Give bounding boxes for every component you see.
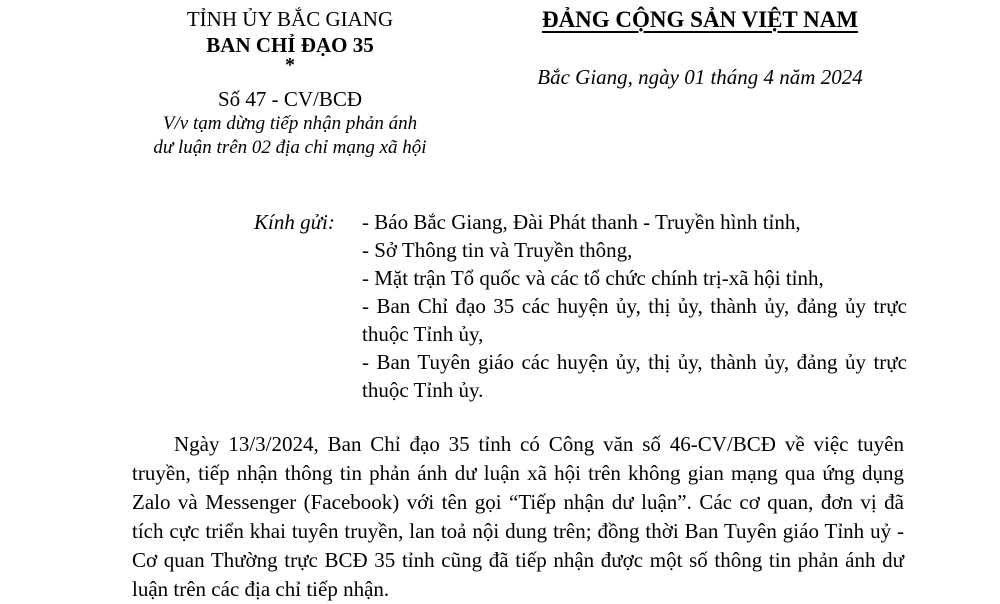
- party-name-heading: ĐẢNG CỘNG SẢN VIỆT NAM: [541, 7, 859, 32]
- recipients-label: Kính gửi:: [254, 210, 335, 234]
- body-paragraph: Ngày 13/3/2024, Ban Chỉ đạo 35 tỉnh có Công văn số 46-CV/BCĐ về việc tuyên truyền, tiếp nhận thông tin phản ánh dư luận xã hội trên không gian mạng qua ứng dụng Zalo và Messenger (Facebook) với tên gọi “Tiếp nhận dư luận”. Các cơ quan, đơn vị đã tích cực triển khai tuyên truyền, lan toả nội dung trên; đồng thời Ban Tuyên giáo Tỉnh uỷ - Cơ quan Thường trực BCĐ 35 tỉnh cũng đã tiếp nhận được một số thông tin phản ánh dư luận trên các địa chỉ tiếp nhận.: [132, 432, 904, 601]
- national-header-block: [470, 6, 930, 90]
- star-separator: *: [285, 54, 295, 76]
- document-number: Số 47 - CV/BCĐ: [217, 87, 363, 111]
- steering-committee-name: BAN CHỈ ĐẠO 35: [206, 33, 374, 57]
- recipients-list: [362, 208, 907, 404]
- recipient-item: - Sở Thông tin và Truyền thông,: [362, 238, 633, 262]
- subject-line-1: V/v tạm dừng tiếp nhận phản ánh: [162, 113, 418, 134]
- subject-line-2: dư luận trên 02 địa chỉ mạng xã hội: [153, 137, 427, 158]
- issuing-authority-block: [130, 6, 450, 160]
- recipient-item: - Mặt trận Tổ quốc và các tổ chức chính trị-xã hội tỉnh,: [362, 266, 824, 290]
- recipient-item: - Báo Bắc Giang, Đài Phát thanh - Truyền hình tỉnh,: [362, 210, 801, 234]
- place-and-date: Bắc Giang, ngày 01 tháng 4 năm 2024: [537, 65, 863, 89]
- recipient-item: - Ban Tuyên giáo các huyện ủy, thị ủy, thành ủy, đảng ủy trực thuộc Tỉnh ủy.: [362, 350, 907, 402]
- recipient-item: - Ban Chỉ đạo 35 các huyện ủy, thị ủy, thành ủy, đảng ủy trực thuộc Tỉnh ủy,: [362, 294, 907, 346]
- provincial-committee-name: TỈNH ỦY BẮC GIANG: [186, 7, 394, 31]
